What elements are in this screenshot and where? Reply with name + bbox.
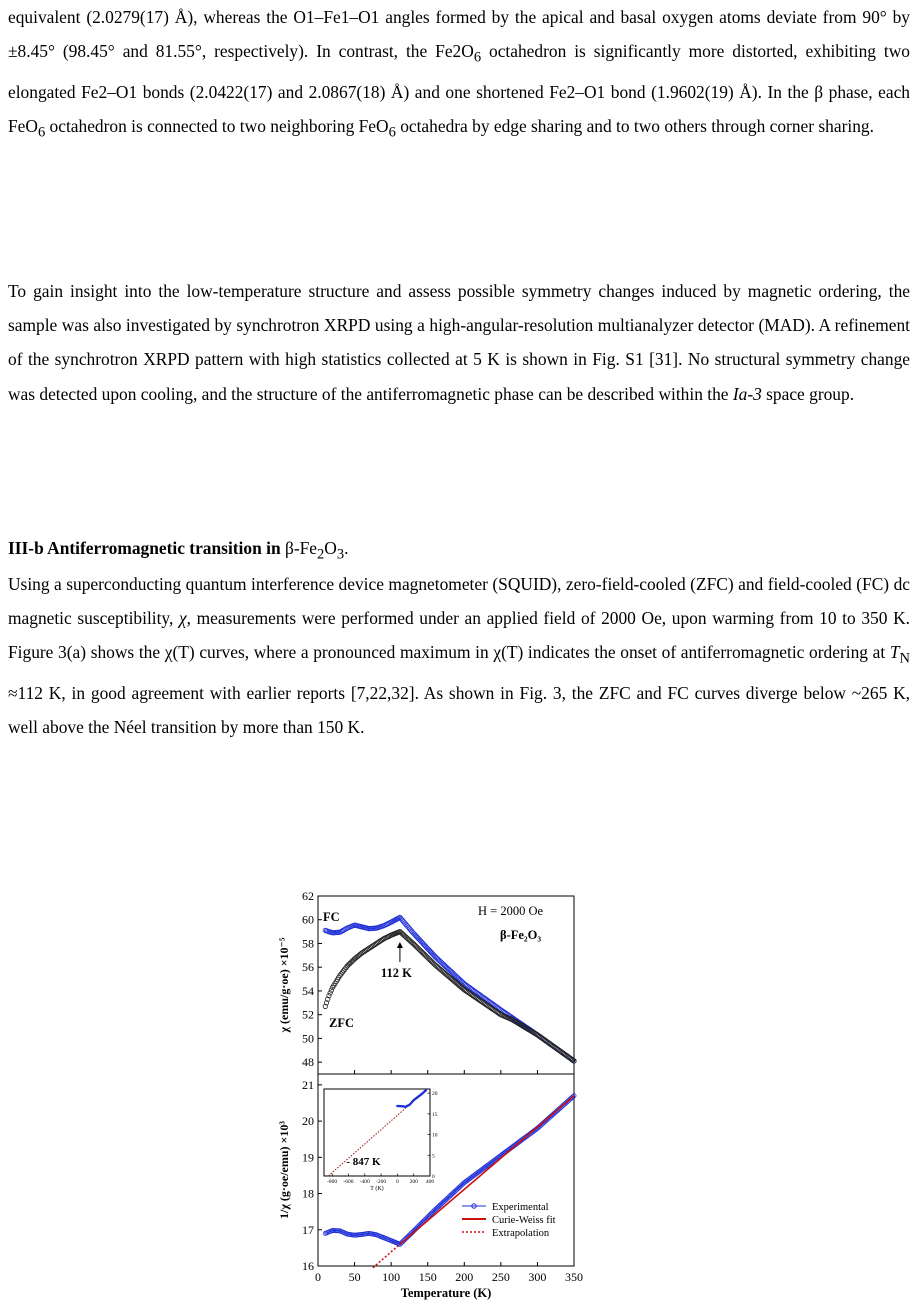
zfc-label: ZFC (329, 1016, 354, 1030)
fc-label: FC (323, 910, 340, 924)
bottom-y-tick-label: 18 (302, 1186, 314, 1201)
inset-x-tick-label: -800 (327, 1179, 338, 1185)
top-y-tick-label: 56 (302, 960, 314, 975)
x-tick-label: 300 (528, 1270, 547, 1284)
top-panel-frame (318, 896, 574, 1074)
paragraph-antiferromagnetic: Using a superconducting quantum interference device magnetometer (SQUID), zero-field-cooled (ZFC) and field-cooled (FC) dc magnetic susceptibility, χ, measurements were performed under an applied field of 2000 Oe, upon warming from 10 to 350 K. Figure 3(a) shows the χ(T) curves, where a pronounced maximum in χ(T) indicates the onset of antiferromagnetic ordering at $T_N \approx 112$ K, in good agreement with earlier reports [7,22,32]. As shown in Fig. 3, the ZFC and FC curves diverge below ~265 K, well above the Néel transition by more than 150 K. (8, 574, 910, 738)
bottom-y-tick-label: 21 (302, 1077, 314, 1092)
zfc-data-point (329, 988, 333, 992)
extrapolation-line (373, 1244, 400, 1268)
bottom-y-tick-label: 19 (302, 1150, 314, 1165)
zfc-data-point (328, 991, 332, 995)
top-y-tick-label: 52 (302, 1007, 314, 1022)
x-tick-label: 200 (455, 1270, 474, 1284)
inset-intercept-annotation: - 847 K (346, 1156, 381, 1168)
legend-fit-label: Curie-Weiss fit (492, 1215, 556, 1226)
inset-y-tick-label: 15 (432, 1111, 438, 1118)
inset-x-tick-label: 400 (425, 1179, 435, 1185)
x-tick-label: 100 (382, 1270, 401, 1284)
bottom-y-tick-label: 20 (302, 1114, 314, 1129)
legend-extrapolation-label: Extrapolation (492, 1228, 550, 1239)
inset-y-tick-label: 20 (432, 1091, 438, 1098)
top-y-tick-label: 62 (302, 889, 314, 903)
section-heading: III-b Antiferromagnetic transition in $\beta-Fe_2O_3$. (8, 538, 349, 563)
paragraph-bond-lengths: equivalent (2.0279(17) Å), whereas the O1–Fe1–O1 angles formed by the apical and basal oxygen atoms deviate from 90° by ±8.45° (98.45° and 81.55°, respectively). In contrast, the $Fe2O_6$ octahedron is significantly more distorted, exhibiting two elongated Fe2–O1 bonds (2.0422(17) and 2.0867(18) Å) and one shortened Fe2–O1 bond (1.9602(19) Å). In the β phase, each FeO$_6$ octahedron is connected to two neighboring FeO$_6$ octahedra by edge sharing and to two others through corner sharing. (8, 7, 910, 141)
top-y-tick-label: 48 (302, 1055, 314, 1070)
legend-experimental-label: Experimental (492, 1202, 549, 1213)
top-y-tick-label: 50 (302, 1031, 314, 1046)
bottom-y-axis-label: 1/χ (g·oe/emu) ×10³ (277, 1121, 291, 1219)
peak-annotation: 112 K (380, 966, 412, 980)
x-tick-label: 250 (491, 1270, 510, 1284)
inset-y-tick-label: 10 (432, 1132, 438, 1139)
susceptibility-figure (272, 888, 590, 1308)
inset-x-tick-label: -400 (359, 1179, 370, 1185)
x-tick-label: 150 (418, 1270, 437, 1284)
field-annotation: H = 2000 Oe (478, 904, 544, 918)
bottom-y-tick-label: 17 (302, 1222, 314, 1237)
inset-x-tick-label: 0 (396, 1179, 399, 1185)
compound-annotation: β-Fe₂O₃ (500, 928, 542, 942)
x-tick-label: 350 (565, 1270, 583, 1284)
peak-arrow-head (397, 942, 403, 948)
inset-y-tick-label: 0 (432, 1174, 435, 1180)
top-y-tick-label: 54 (302, 983, 314, 998)
inset-experimental-point (425, 1089, 427, 1091)
paragraph-low-temperature: To gain insight into the low-temperature structure and assess possible symmetry changes induced by magnetic ordering, the sample was also investigated by synchrotron XRPD using a high-angular-resolution multianalyzer detector (MAD). A refinement of the synchrotron XRPD pattern with high statistics collected at 5 K is shown in Fig. S1 [31]. No structural symmetry change was detected upon cooling, and the structure of the antiferromagnetic phase can be described within the Ia-3 space group. (8, 281, 910, 404)
x-tick-label: 0 (315, 1270, 321, 1284)
top-y-tick-label: 58 (302, 936, 314, 951)
x-axis-label: Temperature (K) (400, 1286, 492, 1300)
bottom-y-tick-label: 16 (302, 1259, 314, 1273)
inset-x-tick-label: 200 (409, 1179, 418, 1185)
inset-x-axis-label: T (K) (370, 1186, 384, 1192)
inset-x-tick-label: -200 (376, 1179, 387, 1185)
top-y-tick-label: 60 (302, 912, 314, 927)
x-tick-label: 50 (348, 1270, 361, 1284)
inset-y-tick-label: 5 (432, 1153, 435, 1160)
top-y-axis-label: χ (emu/g·oe) ×10⁻⁵ (277, 937, 291, 1033)
figure-3 (272, 888, 590, 1308)
inset-x-tick-label: -600 (343, 1179, 354, 1185)
